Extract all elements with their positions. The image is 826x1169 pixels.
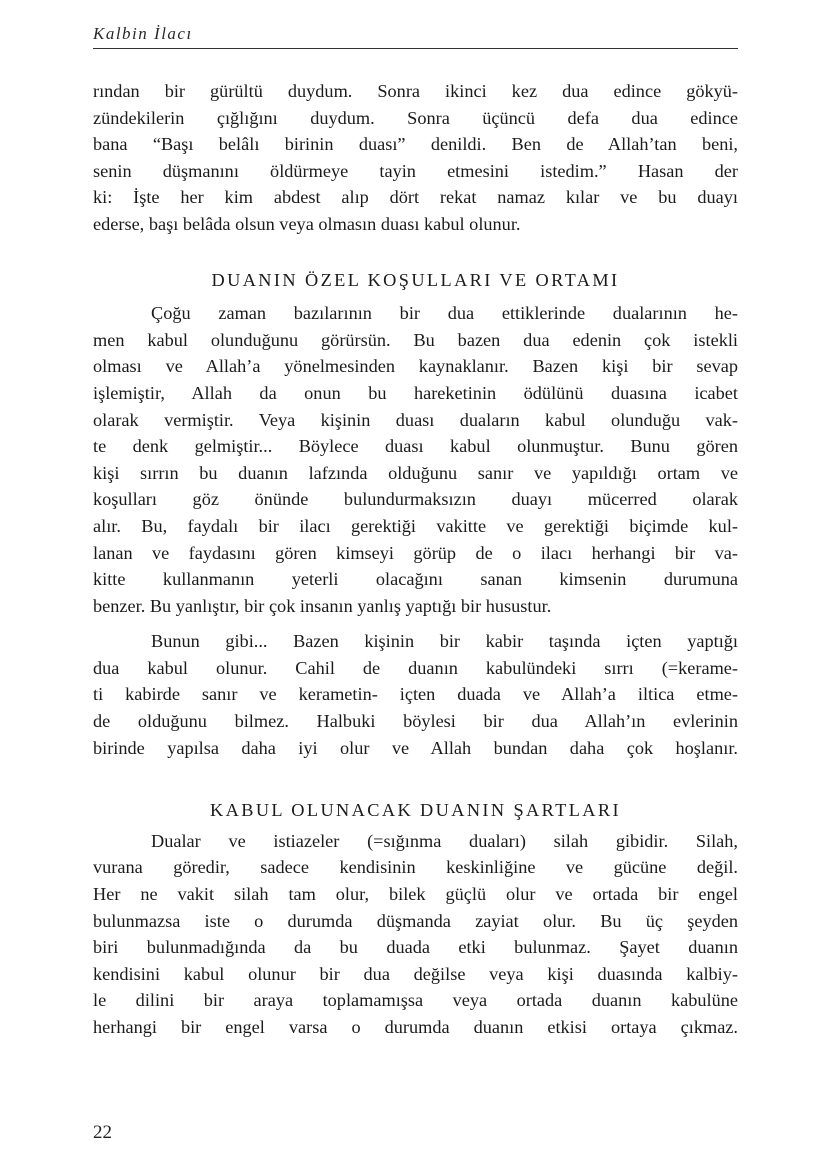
text-line: ederse, başı belâda olsun veya olmasın duası kabul olunur. <box>93 213 521 234</box>
text-line: kendisini kabul olunur bir dua değilse veya kişi duasında kalbiy- <box>93 963 738 984</box>
paragraph-1 <box>93 78 738 238</box>
text-line: Bunun gibi... Bazen kişinin bir kabir taşında içten yaptığı <box>151 631 738 652</box>
text-line: ki: İşte her kim abdest alıp dört rekat namaz kılar ve bu duayı <box>93 187 738 208</box>
paragraph-2 <box>93 300 738 619</box>
text-line: birinde yapılsa daha iyi olur ve Allah bundan daha çok hoşlanır. <box>93 737 738 758</box>
text-line: lanan ve faydasını gören kimseyi görüp de o ilacı herhangi bir va- <box>93 542 738 563</box>
text-line: koşulları göz önünde bulundurmaksızın duayı mücerred olarak <box>93 489 738 510</box>
text-line: benzer. Bu yanlıştır, bir çok insanın yanlış yaptığı bir husustur. <box>93 595 552 616</box>
page-body <box>93 78 738 1041</box>
text-line: te denk gelmiştir... Böylece duası kabul olunmuştur. Bunu gören <box>93 436 738 457</box>
text-line: olması ve Allah’a yönelmesinden kaynaklanır. Bazen kişi bir sevap <box>93 356 738 377</box>
text-line: men kabul olunduğunu görürsün. Bu bazen dua edenin çok istekli <box>93 329 738 350</box>
text-line: de olduğunu bilmez. Halbuki böylesi bir dua Allah’ın evlerinin <box>93 711 738 732</box>
text-line: dua kabul olunur. Cahil de duanın kabulündeki sırrı (=kerame- <box>93 657 738 678</box>
text-line: vurana göredir, sadece kendisinin keskinliğine ve gücüne değil. <box>93 857 738 878</box>
text-line: rından bir gürültü duydum. Sonra ikinci kez dua edince gökyü- <box>93 81 738 101</box>
text-line: le dilini bir araya toplamamışsa veya ortada duanın kabulüne <box>93 990 738 1011</box>
section-heading-2: KABUL OLUNACAK DUANIN ŞARTLARI <box>210 800 621 821</box>
text-line: bulunmazsa iste o durumda düşmanda zayiat olur. Bu üç şeyden <box>93 910 738 931</box>
page-number: 22 <box>93 1122 112 1143</box>
text-line: kişi sırrın bu duanın lafzında olduğunu sanır ve yapıldığı ortam ve <box>93 462 738 483</box>
text-line: biri bulunmadığında da bu duada etki bulunmaz. Şayet duanın <box>93 937 738 958</box>
text-line: olarak vermiştir. Veya kişinin duası duaların kabul olunduğu vak- <box>93 409 738 430</box>
text-line: bana “Başı belâlı birinin duası” denildi. Ben de Allah’tan beni, <box>93 134 738 155</box>
text-line: Çoğu zaman bazılarının bir dua ettiklerinde dualarının he- <box>151 303 738 324</box>
text-line: Her ne vakit silah tam olur, bilek güçlü olur ve ortada bir engel <box>93 884 738 905</box>
text-line: alır. Bu, faydalı bir ilacı gerektiği vakitte ve gerektiği biçimde kul- <box>93 515 738 536</box>
running-head-title: Kalbin İlacı <box>93 24 193 43</box>
text-line: işlemiştir, Allah da onun bu hareketinin ödülünü duasına icabet <box>93 382 738 403</box>
text-line: herhangi bir engel varsa o durumda duanın etkisi ortaya çıkmaz. <box>93 1017 738 1037</box>
text-line: zündekilerin çığlığını duydum. Sonra üçüncü defa dua edince <box>93 107 738 128</box>
text-line: ti kabirde sanır ve kerametin- içten duada ve Allah’a iltica etme- <box>93 684 738 705</box>
section-heading-1: DUANIN ÖZEL KOŞULLARI VE ORTAMI <box>211 269 620 290</box>
text-line: kitte kullanmanın yeterli olacağını sanan kimsenin durumuna <box>93 569 738 590</box>
paragraph-3 <box>93 628 738 761</box>
text-line: Dualar ve istiazeler (=sığınma duaları) silah gibidir. Silah, <box>151 830 738 851</box>
text-line: senin düşmanını öldürmeye tayin etmesini istedim.” Hasan der <box>93 160 738 181</box>
paragraph-4 <box>93 828 738 1041</box>
header-rule <box>93 48 738 49</box>
